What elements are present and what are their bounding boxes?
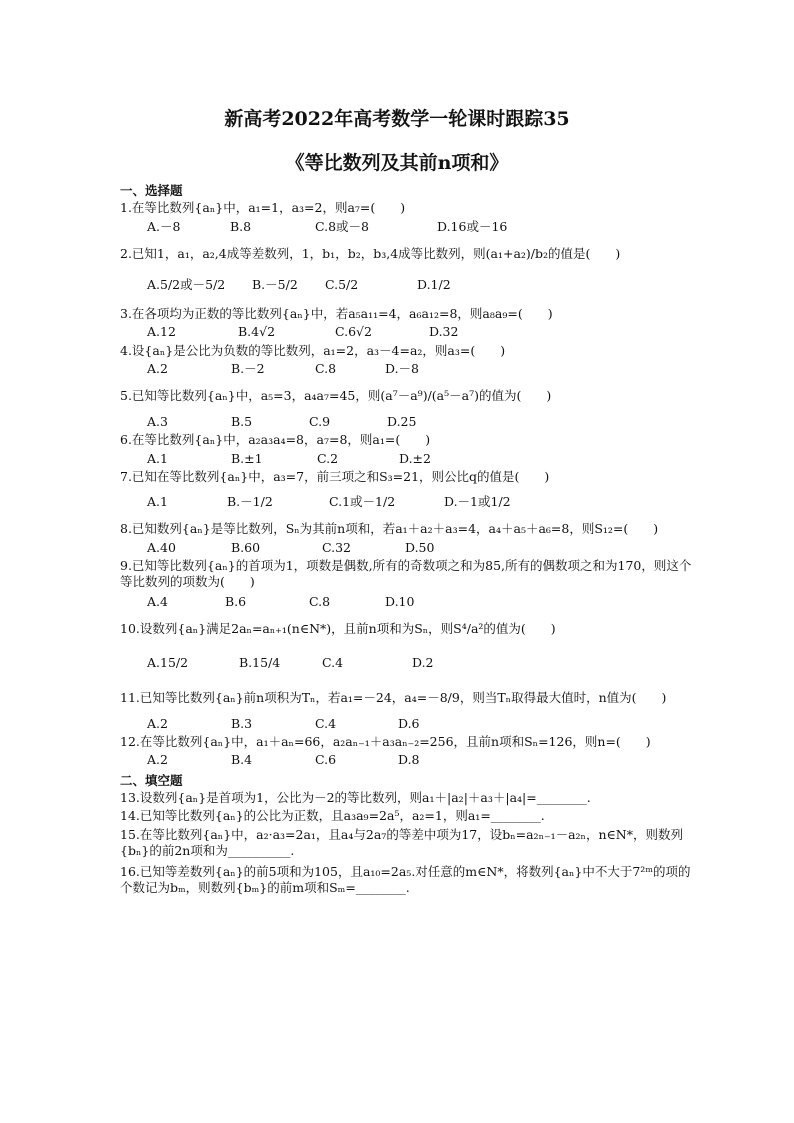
option-a: A.2 [147,716,168,731]
option-b: B.－2 [231,361,265,376]
option-a: A.4 [147,594,168,609]
option-d: D.6 [398,716,420,731]
question-12: 12.在等比数列{aₙ}中，a₁＋aₙ=66，a₂aₙ₋₁＋a₃aₙ₋₂=256，且前n项和Sₙ=126，则n=( ) [120,734,651,749]
option-b: B.±1 [231,451,263,466]
option-a: A.12 [147,324,176,339]
question-5: 5.已知等比数列{aₙ}中，a₅=3，a₄a₇=45，则(a⁷－a⁹)/(a⁵－a⁷)的值为( ) [120,388,552,403]
option-c: C.32 [322,540,351,555]
option-a: A.2 [147,361,168,376]
question-8: 8.已知数列{aₙ}是等比数列，Sₙ为其前n项和，若a₁＋a₂＋a₃=4，a₄＋a₅＋a₆=8，则S₁₂=( ) [120,521,659,536]
option-c: C.5/2 [325,277,359,292]
option-c: C.8 [315,361,337,376]
option-b: B.4√2 [238,324,276,339]
option-c: C.8或－8 [315,219,369,234]
option-d: D.2 [412,655,434,670]
question-1: 1.在等比数列{aₙ}中，a₁=1，a₃=2，则a₇=( ) [120,200,406,215]
option-d: D.50 [405,540,435,555]
option-d: D.－8 [385,361,420,376]
option-b: B.6 [225,594,247,609]
option-d: D.25 [387,414,417,429]
option-b: B.4 [231,752,253,767]
page-subtitle: 《等比数列及其前n项和》 [285,152,509,174]
option-a: A.3 [147,414,168,429]
option-d: D.10 [385,594,415,609]
option-a: A.15/2 [147,655,189,670]
option-b: B.3 [231,716,253,731]
option-a: A.2 [147,752,168,767]
option-a: A.40 [147,540,176,555]
option-b: B.15/4 [239,655,281,670]
question-4: 4.设{aₙ}是公比为负数的等比数列，a₁=2，a₃－4=a₂，则a₃=( ) [120,343,506,358]
option-d: D.1/2 [417,277,451,292]
question-9: 9.已知等比数列{aₙ}的首项为1，项数是偶数,所有的奇数项之和为85,所有的偶数项之和为170，则这个等比数列的项数为( ) [120,558,692,589]
question-10: 10.设数列{aₙ}满足2aₙ=aₙ₊₁(n∈N*)，且前n项和为Sₙ，则S⁴/a²的值为( ) [120,621,556,636]
page-title: 新高考2022年高考数学一轮课时跟踪35 [224,108,570,130]
option-a: A.1 [147,494,168,509]
option-c: C.4 [322,655,344,670]
option-d: D.16或－16 [437,219,508,234]
question-14: 14.已知等比数列{aₙ}的公比为正数，且a₃a₉=2a⁵，a₂=1，则a₁=________. [120,808,545,823]
question-11: 11.已知等比数列{aₙ}前n项积为Tₙ，若a₁=－24，a₄=－8/9，则当Tₙ取得最大值时，n值为( ) [120,690,667,705]
question-13: 13.设数列{aₙ}是首项为1，公比为－2的等比数列，则a₁＋|a₂|＋a₃＋|a₄|=________. [120,790,591,805]
question-6: 6.在等比数列{aₙ}中，a₂a₃a₄=8，a₇=8，则a₁=( ) [120,432,431,447]
question-3: 3.在各项均为正数的等比数列{aₙ}中，若a₅a₁₁=4，a₆a₁₂=8，则a₈a₉=( ) [120,306,553,321]
section-heading-fill: 二、填空题 [120,773,183,788]
option-c: C.2 [317,451,339,466]
question-15: 15.在等比数列{aₙ}中，a₂·a₃=2a₁，且a₄与2a₇的等差中项为17，设bₙ=a₂ₙ₋₁－a₂ₙ，n∈N*，则数列{bₙ}的前2n项和为__________. [120,827,683,858]
option-d: D.8 [398,752,420,767]
option-a: A.5/2或－5/2 [147,277,226,292]
option-c: C.8 [309,594,331,609]
question-2: 2.已知1，a₁，a₂,4成等差数列，1，b₁，b₂，b₃,4成等比数列，则(a₁+a₂)/b₂的值是( ) [120,246,621,261]
option-b: B.60 [231,540,261,555]
option-c: C.4 [315,716,337,731]
option-d: D.±2 [399,451,431,466]
option-c: C.6 [315,752,337,767]
section-heading-choice: 一、选择题 [120,183,183,198]
option-d: D.32 [429,324,459,339]
option-b: B.－1/2 [227,494,273,509]
option-c: C.9 [309,414,331,429]
option-c: C.6√2 [335,324,372,339]
question-7: 7.已知在等比数列{aₙ}中，a₃=7，前三项之和S₃=21，则公比q的值是( ) [120,469,550,484]
option-b: B.8 [230,219,252,234]
option-b: B.5 [231,414,253,429]
option-b: B.－5/2 [252,277,298,292]
option-a: A.1 [147,451,168,466]
option-d: D.－1或1/2 [444,494,511,509]
question-16: 16.已知等差数列{aₙ}的前5项和为105，且a₁₀=2a₅.对任意的m∈N*，将数列{aₙ}中不大于7²ᵐ的项的个数记为bₘ，则数列{bₘ}的前m项和Sₘ=________. [120,864,691,895]
option-a: A.－8 [147,219,181,234]
option-c: C.1或－1/2 [329,494,396,509]
